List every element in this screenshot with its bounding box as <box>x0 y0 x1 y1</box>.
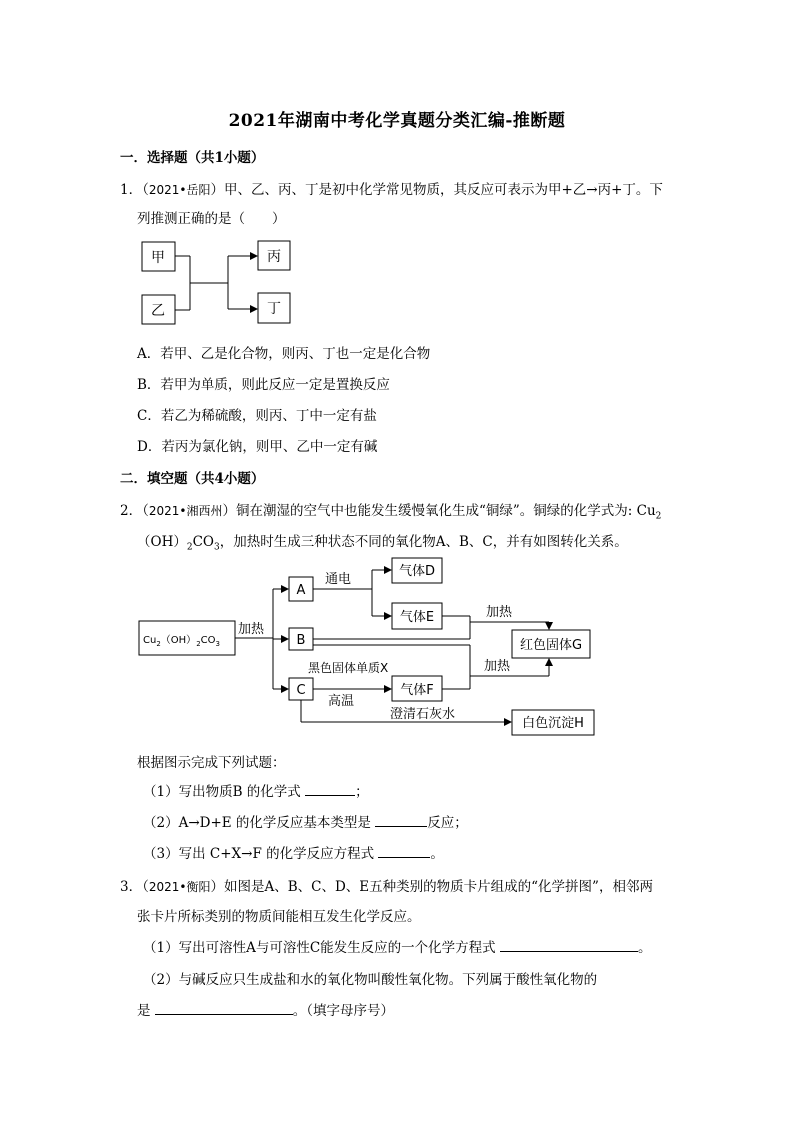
label-yi: 乙 <box>151 303 165 319</box>
label-heat-1: 加热 <box>238 622 265 637</box>
q3-line1: 3．（2021•衡阳）如图是A、B、C、D、E五种类别的物质卡片组成的“化学拼图”，相邻两 <box>120 879 653 895</box>
q2-blank-3[interactable] <box>378 845 430 858</box>
label-white-precipitate-H: 白色沉淀H <box>522 716 584 731</box>
label-high-temp: 高温 <box>328 694 355 709</box>
q2-sub1: （1）写出物质B 的化学式 ； <box>143 784 369 800</box>
q1-option-c: C．若乙为稀硫酸，则丙、丁中一定有盐 <box>137 408 377 424</box>
label-gas-D: 气体D <box>398 564 436 579</box>
label-ding: 丁 <box>267 301 281 317</box>
q2-blank-1[interactable] <box>305 783 355 796</box>
q2-intro: 根据图示完成下列试题： <box>137 755 286 771</box>
label-electrolysis: 通电 <box>325 572 352 587</box>
q3-source: 2021•衡阳 <box>148 880 211 894</box>
label-jia: 甲 <box>151 250 165 266</box>
q2-line1: 2．（2021•湘西州）铜在潮湿的空气中也能发生缓慢氧化生成“铜绿”。铜绿的化学式为: $Cu_2$ <box>120 503 662 522</box>
label-gas-F: 气体F <box>400 683 434 698</box>
q1-option-b: B．若甲为单质，则此反应一定是置换反应 <box>137 377 390 393</box>
label-heat-2: 加热 <box>486 605 513 620</box>
label-heat-3: 加热 <box>484 659 511 674</box>
q1-option-a: A．若甲、乙是化合物，则丙、丁也一定是化合物 <box>137 346 431 362</box>
q1-option-d: D．若丙为氯化钠，则甲、乙中一定有碱 <box>137 439 378 455</box>
q3-blank-2[interactable] <box>155 1002 293 1015</box>
q2-sub3: （3）写出 C+X→F 的化学反应方程式 。 <box>143 846 444 862</box>
label-red-solid-G: 红色固体G <box>519 638 583 653</box>
label-bing: 丙 <box>267 249 281 265</box>
label-A: A <box>296 583 306 598</box>
q2-sub2: （2）A→D+E 的化学反应基本类型是 反应； <box>143 815 468 831</box>
q3-sub1: （1）写出可溶性A与可溶性C能发生反应的一个化学方程式 。 <box>143 940 652 956</box>
label-black-solid-X: 黑色固体单质X <box>308 661 389 675</box>
q3-blank-1[interactable] <box>500 939 638 952</box>
section-heading-fill: 二．填空题（共4小题） <box>120 471 265 487</box>
q2-blank-2[interactable] <box>375 814 427 827</box>
label-C: C <box>296 683 306 698</box>
q1-line2: 列推测正确的是（ ） <box>137 211 286 227</box>
label-limewater: 澄清石灰水 <box>390 707 456 722</box>
label-gas-E: 气体E <box>399 610 435 625</box>
q2-source: 2021•湘西州 <box>148 504 223 518</box>
q3-sub2-line2: 是 。（填字母序号） <box>137 1003 395 1019</box>
section-heading-choice: 一．选择题（共1小题） <box>120 150 265 166</box>
label-B: B <box>296 633 306 648</box>
q3-line2: 张卡片所标类别的物质间能相互发生化学反应。 <box>137 909 421 925</box>
q2-line2: $(OH)_2CO_3$，加热时生成三种状态不同的氧化物A、B、C，并有如图转化关系。 <box>137 534 628 553</box>
q1-line1: 1．（2021•岳阳）甲、乙、丙、丁是初中化学常见物质，其反应可表示为甲+乙→丙+丁。下 <box>120 182 663 198</box>
q3-sub2-line1: （2）与碱反应只生成盐和水的氧化物叫酸性氧化物。下列属于酸性氧化物的 <box>143 972 598 988</box>
q1-source: 2021•岳阳 <box>148 183 211 197</box>
label-copper-carbonate: $Cu_2(OH)_2CO_3$ <box>143 635 220 648</box>
page-title: 2021年湖南中考化学真题分类汇编-推断题 <box>228 111 566 131</box>
